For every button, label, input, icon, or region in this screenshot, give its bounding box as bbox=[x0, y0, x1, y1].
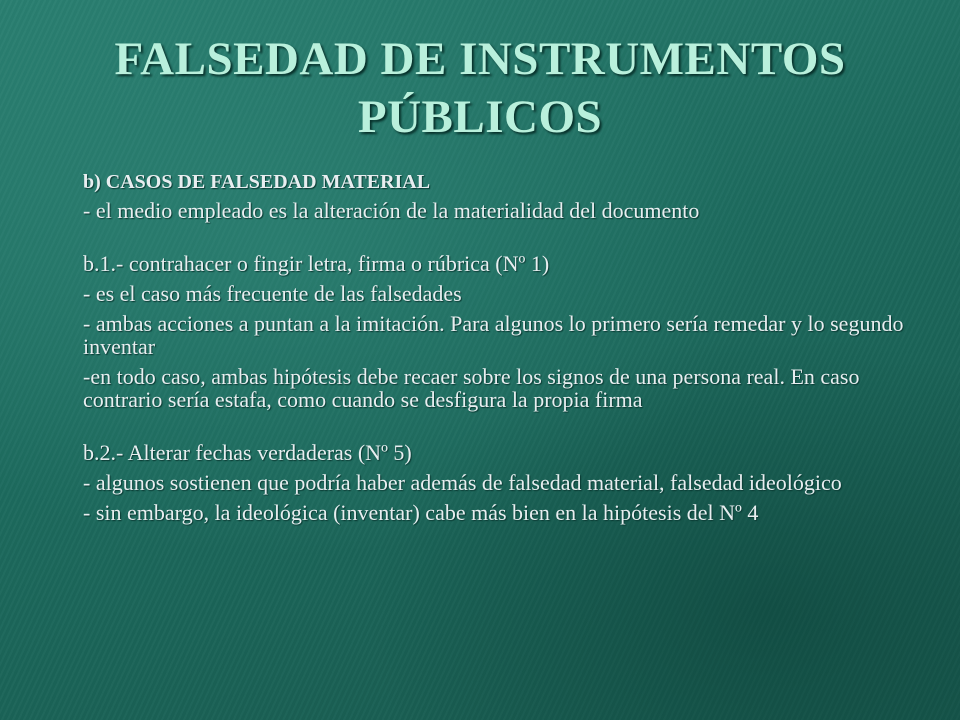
section-b1-heading: b.1.- contrahacer o fingir letra, firma o rúbrica (Nº 1) bbox=[83, 251, 550, 276]
slide-body bbox=[83, 169, 913, 524]
section-b1-point: - es el caso más frecuente de las falsedades bbox=[83, 281, 462, 306]
section-b2-point: - sin embargo, la ideológica (inventar) cabe más bien en la hipótesis del Nº 4 bbox=[83, 500, 759, 525]
section-b1-point: - ambas acciones a puntan a la imitación. Para algunos lo primero sería remedar y lo segundo inventar bbox=[83, 311, 904, 359]
intro-text: - el medio empleado es la alteración de la materialidad del documento bbox=[83, 198, 700, 223]
section-b2-heading: b.2.- Alterar fechas verdaderas (Nº 5) bbox=[83, 440, 412, 465]
section-b1-point: -en todo caso, ambas hipótesis debe recaer sobre los signos de una persona real. En caso contrario sería estafa, como cuando se desfigura la propia firma bbox=[83, 364, 860, 412]
section-b2-point: - algunos sostienen que podría haber además de falsedad material, falsedad ideológico bbox=[83, 470, 842, 495]
section-subheading: b) CASOS DE FALSEDAD MATERIAL bbox=[83, 171, 431, 193]
slide-title: FALSEDAD DE INSTRUMENTOS PÚBLICOS bbox=[114, 33, 846, 143]
